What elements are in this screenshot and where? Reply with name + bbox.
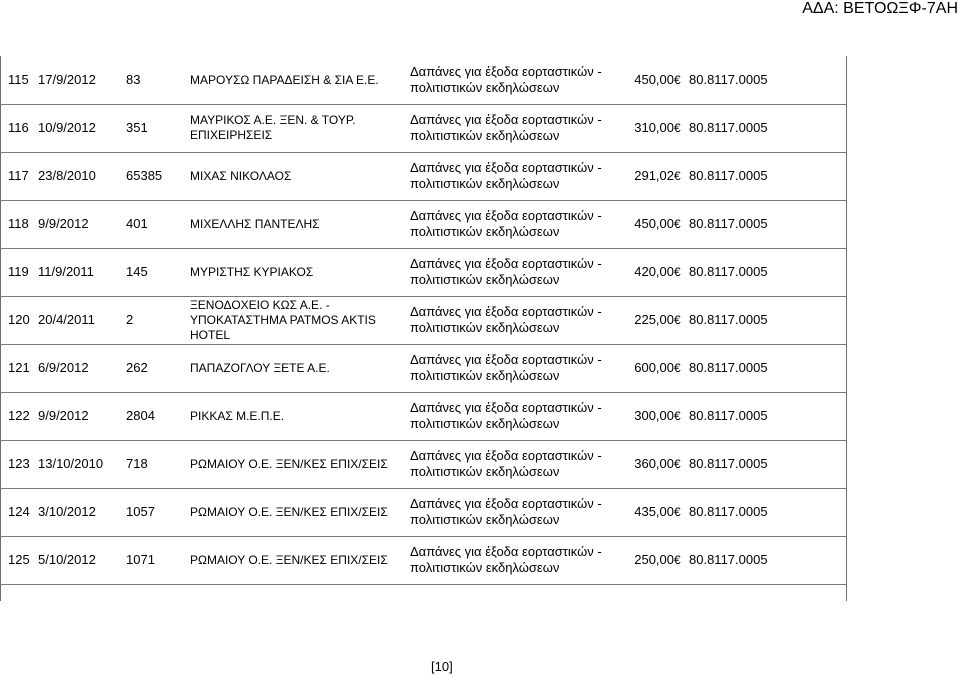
row-description [410, 344, 610, 392]
row-date: 20/4/2011 [38, 312, 95, 327]
row-amount: 300,00 [634, 408, 674, 423]
row-description [410, 488, 610, 536]
row-number: 116 [8, 120, 29, 135]
row-description-line2: πολιτιστικών εκδηλώσεων [410, 512, 560, 527]
row-date: 6/9/2012 [38, 360, 89, 375]
row-number: 124 [8, 504, 30, 519]
row-date: 23/8/2010 [38, 168, 96, 183]
row-name: ΜΙΧΕΛΛΗΣ ΠΑΝΤΕΛΗΣ [190, 216, 320, 231]
row-name: ΜΥΡΙΣΤΗΣ ΚΥΡΙΑΚΟΣ [190, 264, 314, 279]
row-name: ΡΩΜΑΙΟΥ Ο.Ε. ΞΕΝ/ΚΕΣ ΕΠΙΧ/ΣΕΙΣ [190, 456, 388, 471]
table-row [0, 152, 846, 201]
row-date: 5/10/2012 [38, 552, 96, 567]
row-date: 3/10/2012 [38, 504, 96, 519]
row-description [410, 536, 610, 584]
row-date: 9/9/2012 [38, 216, 89, 231]
table-right-border [846, 56, 847, 601]
row-number: 122 [8, 408, 30, 423]
row-amount: 435,00 [634, 504, 674, 519]
row-budget-code: 80.8117.0005 [689, 216, 768, 231]
table-row [0, 56, 846, 105]
euro-icon: € [674, 553, 681, 567]
row-description-line1: Δαπάνες για έξοδα εορταστικών - [410, 64, 602, 79]
row-protocol: 65385 [126, 168, 163, 183]
row-description-line1: Δαπάνες για έξοδα εορταστικών - [410, 448, 602, 463]
euro-icon: € [674, 457, 681, 471]
row-description-line2: πολιτιστικών εκδηλώσεων [410, 320, 560, 335]
euro-icon: € [674, 121, 681, 135]
row-date: 9/9/2012 [38, 408, 89, 423]
row-description-line2: πολιτιστικών εκδηλώσεων [410, 416, 560, 431]
table-row [0, 392, 846, 441]
row-protocol: 83 [126, 72, 141, 87]
row-protocol: 718 [126, 456, 148, 471]
euro-icon: € [674, 505, 681, 519]
row-description [410, 152, 610, 200]
ada-code: ΑΔΑ: ΒΕΤΟΩΞΦ-7ΑΗ [802, 0, 958, 17]
row-budget-code: 80.8117.0005 [689, 552, 768, 567]
row-name: ΠΑΠΑΖΟΓΛΟΥ ΞΕΤΕ Α.Ε. [190, 360, 330, 375]
row-amount: 450,00 [634, 216, 674, 231]
row-description-line2: πολιτιστικών εκδηλώσεων [410, 128, 560, 143]
row-description-line1: Δαπάνες για έξοδα εορταστικών - [410, 400, 602, 415]
row-budget-code: 80.8117.0005 [689, 168, 768, 183]
row-amount: 420,00 [634, 264, 674, 279]
row-name: ΜΑΥΡΙΚΟΣ Α.Ε. ΞΕΝ. & ΤΟΥΡ. ΕΠΙΧΕΙΡΗΣΕΙΣ [190, 113, 356, 142]
row-amount: 310,00 [634, 120, 674, 135]
row-description [410, 200, 610, 248]
row-description-line2: πολιτιστικών εκδηλώσεων [410, 560, 560, 575]
euro-icon: € [674, 361, 681, 375]
row-description [410, 440, 610, 488]
row-protocol: 2 [126, 312, 134, 327]
row-budget-code: 80.8117.0005 [689, 264, 768, 279]
row-amount: 250,00 [634, 552, 674, 567]
row-description-line1: Δαπάνες για έξοδα εορταστικών - [410, 112, 602, 127]
row-protocol: 2804 [126, 408, 155, 423]
row-number: 119 [8, 264, 29, 279]
table-row [0, 200, 846, 249]
row-number: 121 [8, 360, 30, 375]
row-description-line2: πολιτιστικών εκδηλώσεων [410, 176, 560, 191]
row-number: 123 [8, 456, 30, 471]
row-description [410, 248, 610, 296]
row-date: 17/9/2012 [38, 72, 96, 87]
row-description [410, 56, 610, 104]
row-budget-code: 80.8117.0005 [689, 72, 768, 87]
row-description-line2: πολιτιστικών εκδηλώσεων [410, 464, 560, 479]
row-description [410, 296, 610, 344]
row-date: 13/10/2010 [38, 456, 104, 471]
row-number: 117 [8, 168, 29, 183]
row-protocol: 145 [126, 264, 148, 279]
euro-icon: € [674, 73, 681, 87]
row-description [410, 104, 610, 152]
row-protocol: 1071 [126, 552, 155, 567]
euro-icon: € [674, 409, 681, 423]
row-number: 115 [8, 72, 29, 87]
row-name: ΡΩΜΑΙΟΥ Ο.Ε. ΞΕΝ/ΚΕΣ ΕΠΙΧ/ΣΕΙΣ [190, 552, 388, 567]
row-description-line1: Δαπάνες για έξοδα εορταστικών - [410, 496, 602, 511]
euro-icon: € [674, 313, 681, 327]
table-row [0, 248, 846, 297]
row-description-line1: Δαπάνες για έξοδα εορταστικών - [410, 352, 602, 367]
row-date: 10/9/2012 [38, 120, 96, 135]
table-row [0, 440, 846, 489]
row-amount: 225,00 [634, 312, 674, 327]
row-description [410, 392, 610, 440]
table-row [0, 344, 846, 393]
row-budget-code: 80.8117.0005 [689, 504, 768, 519]
row-number: 118 [8, 216, 29, 231]
row-name: ΡΙΚΚΑΣ Μ.Ε.Π.Ε. [190, 408, 285, 423]
row-name: ΞΕΝΟΔΟΧΕΙΟ ΚΩΣ Α.Ε. - ΥΠΟΚΑΤΑΣΤΗΜΑ PATMOS AKTIS HOTEL [190, 297, 376, 342]
row-protocol: 351 [126, 120, 148, 135]
row-budget-code: 80.8117.0005 [689, 456, 768, 471]
row-number: 125 [8, 552, 30, 567]
row-budget-code: 80.8117.0005 [689, 408, 768, 423]
row-amount: 291,02 [634, 168, 674, 183]
row-description-line1: Δαπάνες για έξοδα εορταστικών - [410, 256, 602, 271]
row-description-line1: Δαπάνες για έξοδα εορταστικών - [410, 160, 602, 175]
row-description-line2: πολιτιστικών εκδηλώσεων [410, 224, 560, 239]
row-budget-code: 80.8117.0005 [689, 312, 768, 327]
row-budget-code: 80.8117.0005 [689, 360, 768, 375]
row-protocol: 1057 [126, 504, 155, 519]
page-number: [10] [431, 659, 453, 674]
euro-icon: € [674, 217, 681, 231]
row-name: ΡΩΜΑΙΟΥ Ο.Ε. ΞΕΝ/ΚΕΣ ΕΠΙΧ/ΣΕΙΣ [190, 504, 388, 519]
row-description-line2: πολιτιστικών εκδηλώσεων [410, 272, 560, 287]
table-row [0, 296, 846, 345]
row-budget-code: 80.8117.0005 [689, 120, 768, 135]
row-name: ΜΑΡΟΥΣΩ ΠΑΡΑΔΕΙΣΗ & ΣΙΑ Ε.Ε. [190, 72, 379, 87]
row-description-line1: Δαπάνες για έξοδα εορταστικών - [410, 304, 602, 319]
euro-icon: € [674, 265, 681, 279]
row-protocol: 401 [126, 216, 148, 231]
row-protocol: 262 [126, 360, 148, 375]
row-description-line1: Δαπάνες για έξοδα εορταστικών - [410, 208, 602, 223]
row-description-line1: Δαπάνες για έξοδα εορταστικών - [410, 544, 602, 559]
table-row [0, 488, 846, 537]
row-amount: 360,00 [634, 456, 674, 471]
table-row [0, 104, 846, 153]
row-date: 11/9/2011 [38, 264, 94, 279]
row-number: 120 [8, 312, 30, 327]
table-row [0, 536, 846, 585]
row-name: ΜΙΧΑΣ ΝΙΚΟΛΑΟΣ [190, 168, 292, 183]
euro-icon: € [674, 169, 681, 183]
row-description-line2: πολιτιστικών εκδηλώσεων [410, 368, 560, 383]
row-description-line2: πολιτιστικών εκδηλώσεων [410, 80, 560, 95]
row-amount: 600,00 [634, 360, 674, 375]
row-amount: 450,00 [634, 72, 674, 87]
